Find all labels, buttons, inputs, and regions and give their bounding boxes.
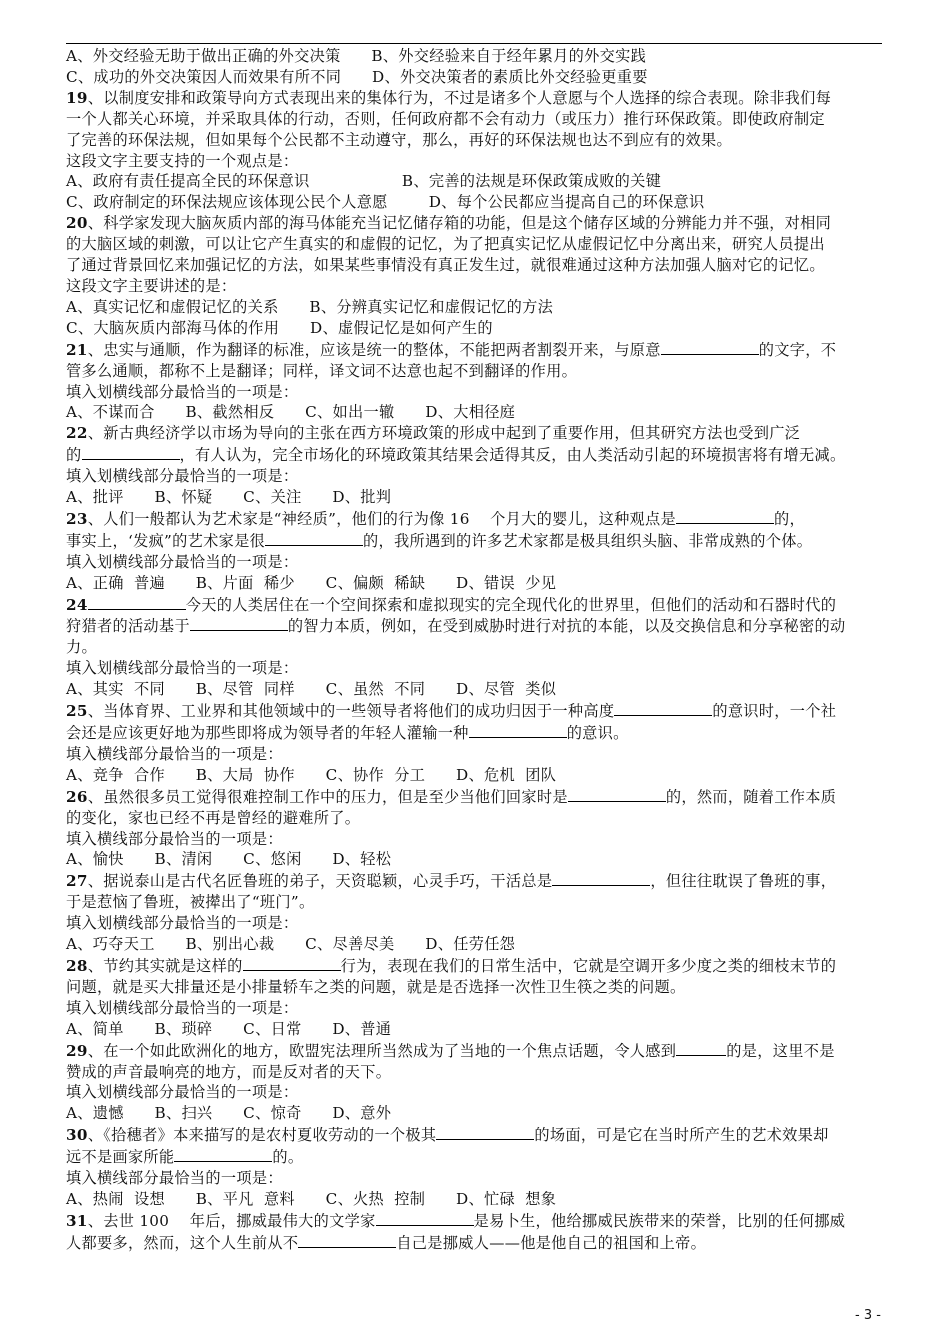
q26-options: A、愉快 B、清闲 C、悠闲 D、轻松 (66, 850, 392, 869)
q30-text-2b: 的。 (272, 1148, 304, 1167)
q31-number: 31 (66, 1211, 88, 1230)
q23-text-1b: 的， (774, 509, 806, 528)
q24-text-2a: 狩猎者的活动基于 (66, 617, 190, 636)
q24-number: 24 (66, 595, 88, 614)
fill-blank (190, 615, 288, 631)
q20-line-1 (66, 213, 884, 234)
q25-text-2b: 的意识。 (566, 724, 629, 742)
q27-line-1 (66, 870, 884, 892)
q22-text-2a: 的 (66, 446, 82, 465)
q23-text-1a: 、人们一般都认为艺术家是“神经质”，他们的行为像 16 个月大的婴儿，这种观点是 (87, 509, 677, 528)
q28-number: 28 (66, 956, 88, 975)
q30-line-2 (66, 1146, 884, 1168)
q28-text-1b: 行为，表现在我们的日常生活中，它就是空调开多少度之类的细枝末节的 (340, 956, 837, 975)
page-number: - 3 - (855, 1308, 881, 1323)
q20-line-2: 的大脑区域的刺激，可以让它产生真实的和虚假的记忆，为了把真实记忆从虚假记忆中分离出来，研究人员提出 (66, 235, 825, 254)
q28-text-1a: 、节约其实就是这样的 (87, 956, 243, 975)
q21-number: 21 (66, 340, 88, 359)
q27-line-2: 于是惹恼了鲁班，被撵出了“班门”。 (66, 893, 315, 912)
q25-line-2 (66, 722, 884, 744)
q26-line-2: 的变化，家也已经不再是曾经的避难所了。 (66, 808, 361, 827)
q25-line-1 (66, 700, 884, 722)
q29-line-2: 赞成的声音最响亮的地方，而是反对者的天下。 (66, 1062, 392, 1081)
fill-blank (82, 444, 180, 460)
fill-blank (174, 1146, 272, 1162)
q31-text-2a: 人都要多，然而，这个人生前从不 (66, 1233, 299, 1252)
fill-blank (243, 955, 341, 971)
q29-line-1 (66, 1040, 884, 1062)
q24-line-3: 力。 (66, 638, 97, 657)
q23-line-2 (66, 530, 884, 552)
q31-text-1a: 、去世 100 年后，挪威最伟大的文学家 (87, 1211, 376, 1230)
q27-number: 27 (66, 872, 88, 891)
q30-number: 30 (66, 1126, 88, 1145)
q26-number: 26 (66, 787, 88, 806)
fill-blank (376, 1210, 474, 1226)
q22-options: A、批评 B、怀疑 C、关注 D、批判 (66, 488, 392, 507)
q21-text-1b: 的文字，不 (758, 340, 837, 359)
header-rule (66, 43, 882, 44)
q28-prompt: 填入划横线部分最恰当的一项是： (66, 998, 299, 1017)
q23-line-1 (66, 508, 884, 530)
fill-blank (552, 870, 650, 886)
q18-option-line-2: C、成功的外交决策因人而效果有所不同 D、外交决策者的素质比外交经验更重要 (66, 67, 648, 86)
q26-line-1 (66, 786, 884, 808)
q31-text-1b: 是易卜生，他给挪威民族带来的荣誉，比别的任何挪威 (473, 1211, 846, 1230)
q19-prompt: 这段文字主要支持的一个观点是： (66, 151, 299, 170)
q19-line-3: 了完善的环保法规，但如果每个公民都不主动遵守，那么，再好的环保法规也达不到应有的效果。 (66, 130, 732, 149)
q27-text-1a: 、据说泰山是古代名匠鲁班的弟子，天资聪颖，心灵手巧，干活总是 (87, 872, 553, 891)
q26-prompt: 填入横线部分最恰当的一项是： (66, 829, 283, 848)
fill-blank (568, 786, 666, 802)
q30-text-2a: 远不是画家所能 (66, 1148, 175, 1167)
q25-text-1b: 的意识时，一个社 (712, 702, 837, 721)
q20-number: 20 (66, 214, 88, 233)
q30-line-1 (66, 1124, 884, 1146)
q20-options-2: C、大脑灰质内部海马体的作用 D、虚假记忆是如何产生的 (66, 318, 493, 337)
fill-blank (614, 700, 712, 716)
q20-text-1: 、科学家发现大脑灰质内部的海马体能充当记忆储存箱的功能，但是这个储存区域的分辨能力并不强，对相同 (87, 214, 832, 233)
q26-text-1b: 的，然而，随着工作本质 (665, 787, 837, 806)
q31-line-1 (66, 1210, 884, 1232)
q21-prompt: 填入划横线部分最恰当的一项是： (66, 382, 299, 401)
q19-number: 19 (66, 88, 88, 107)
q29-prompt: 填入划横线部分最恰当的一项是： (66, 1083, 299, 1102)
q23-text-2b: 的，我所遇到的许多艺术家都是极具组织头脑、非常成熟的个体。 (363, 531, 813, 550)
q22-prompt: 填入划横线部分最恰当的一项是： (66, 467, 299, 486)
q24-text-2b: 的智力本质，例如，在受到威胁时进行对抗的本能，以及交换信息和分享秘密的动 (287, 617, 846, 636)
fill-blank (298, 1232, 396, 1248)
q24-text-1b: 今天的人类居住在一个空间探索和虚拟现实的完全现代化的世界里，但他们的活动和石器时代的 (185, 595, 837, 614)
q22-text-2b: ，有人认为，完全市场化的环境政策其结果会适得其反，由人类活动引起的环境损害将有增无减。 (179, 446, 846, 465)
q25-prompt: 填入横线部分最恰当的一项是： (66, 744, 283, 763)
q20-options-1: A、真实记忆和虚假记忆的关系 B、分辨真实记忆和虚假记忆的方法 (66, 297, 554, 316)
q23-options: A、正确 普遍 B、片面 稀少 C、偏颇 稀缺 D、错误 少见 (66, 573, 557, 592)
fill-blank (676, 508, 774, 524)
q24-line-2 (66, 615, 884, 637)
q20-prompt: 这段文字主要讲述的是： (66, 276, 237, 295)
q25-text-1a: 、当体育界、工业界和其他领域中的一些领导者将他们的成功归因于一种高度 (87, 702, 615, 721)
q26-text-1a: 、虽然很多员工觉得很难控制工作中的压力，但是至少当他们回家时是 (87, 787, 568, 806)
q29-number: 29 (66, 1041, 88, 1060)
fill-blank (436, 1124, 534, 1140)
q29-text-1b: 的是，这里不是 (726, 1041, 835, 1060)
q23-prompt: 填入划横线部分最恰当的一项是： (66, 552, 299, 571)
q19-options-1: A、政府有责任提高全民的环保意识 B、完善的法规是环保政策成败的关键 (66, 172, 662, 191)
q19-options-2: C、政府制定的环保法规应该体现公民个人意愿 D、每个公民都应当提高自己的环保意识 (66, 193, 705, 212)
q29-options: A、遗憾 B、扫兴 C、惊奇 D、意外 (66, 1104, 392, 1123)
q23-number: 23 (66, 509, 88, 528)
q22-line-1 (66, 423, 884, 444)
q19-line-2: 一个人都关心环境，并采取具体的行动，否则，任何政府都不会有动力（或压力）推行环保政策。即使政府制定 (66, 109, 825, 128)
q29-text-1a: 、在一个如此欧洲化的地方，欧盟宪法理所当然成为了当地的一个焦点话题，令人感到 (87, 1041, 677, 1060)
fill-blank (265, 530, 363, 546)
q25-number: 25 (66, 702, 88, 721)
q21-line-2: 管多么通顺，都称不上是翻译；同样，译文词不达意也起不到翻译的作用。 (66, 361, 578, 380)
q30-text-1b: 的场面，可是它在当时所产生的艺术效果却 (534, 1126, 829, 1145)
q20-line-3: 了通过背景回忆来加强记忆的方法，如果某些事情没有真正发生过，就很难通过这种方法加强人脑对它的记忆。 (66, 256, 825, 275)
q28-line-1 (66, 955, 884, 977)
q25-options: A、竞争 合作 B、大局 协作 C、协作 分工 D、危机 团队 (66, 765, 557, 784)
q24-prompt: 填入划横线部分最恰当的一项是： (66, 659, 299, 678)
q23-text-2a: 事实上，‘发疯”的艺术家是很 (66, 531, 266, 550)
q24-line-1 (66, 594, 884, 616)
q24-options: A、其实 不同 B、尽管 同样 C、虽然 不同 D、尽管 类似 (66, 680, 557, 699)
page-content (66, 46, 884, 1254)
q21-options: A、不谋而合 B、截然相反 C、如出一辙 D、大相径庭 (66, 403, 516, 422)
q19-line-1 (66, 88, 884, 109)
fill-blank (88, 594, 186, 610)
q22-line-2 (66, 444, 884, 466)
q21-text-1a: 、忠实与通顺，作为翻译的标准，应该是统一的整体，不能把两者割裂开来，与原意 (87, 340, 661, 359)
q28-line-2: 问题，就是买大排量还是小排量轿车之类的问题，就是是否选择一次性卫生筷之类的问题。 (66, 977, 686, 996)
fill-blank (661, 339, 759, 355)
fill-blank (676, 1040, 726, 1056)
fill-blank (469, 722, 567, 738)
q31-line-2 (66, 1232, 884, 1254)
q30-text-1a: 、《拾穗者》本来描写的是农村夏收劳动的一个极其 (87, 1126, 437, 1145)
q31-text-2b: 自己是挪威人——他是他自己的祖国和上帝。 (396, 1233, 707, 1252)
q22-text-1: 、新古典经济学以市场为导向的主张在西方环境政策的形成中起到了重要作用，但其研究方法也受到广泛 (87, 424, 801, 443)
q22-number: 22 (66, 424, 88, 443)
q27-prompt: 填入划横线部分最恰当的一项是： (66, 914, 299, 933)
q27-text-1b: ，但往往耽误了鲁班的事， (650, 872, 837, 891)
q30-options: A、热闹 设想 B、平凡 意料 C、火热 控制 D、忙碌 想象 (66, 1189, 557, 1208)
q30-prompt: 填入横线部分最恰当的一项是： (66, 1169, 283, 1188)
q25-text-2a: 会还是应该更好地为那些即将成为领导者的年轻人灌输一种 (66, 724, 469, 742)
q27-options: A、巧夺天工 B、别出心裁 C、尽善尽美 D、任劳任怨 (66, 935, 516, 954)
q18-option-line-1: A、外交经验无助于做出正确的外交决策 B、外交经验来自于经年累月的外交实践 (66, 47, 647, 65)
q28-options: A、简单 B、琐碎 C、日常 D、普通 (66, 1019, 392, 1038)
q19-text-1: 、以制度安排和政策导向方式表现出来的集体行为，不过是诸多个人意愿与个人选择的综合表现。除非我们每 (87, 88, 832, 107)
q21-line-1 (66, 339, 884, 361)
